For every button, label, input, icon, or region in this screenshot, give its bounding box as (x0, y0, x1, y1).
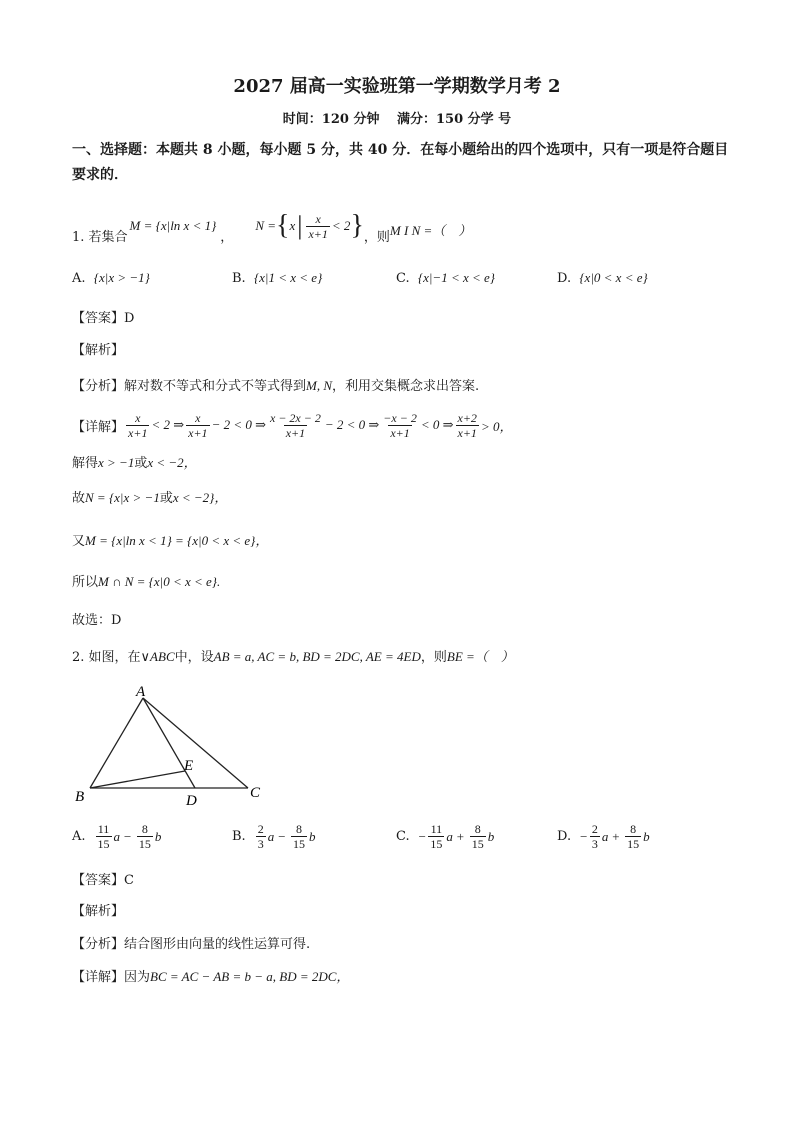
q2-option-a: A. $\frac{11}{15}$ a − $\frac{8}{15}$ b (72, 822, 162, 851)
triangle-figure (70, 680, 280, 810)
segment-be (90, 771, 185, 788)
q2-fenxi: 【分析】结合图形由向量的线性运算可得. (72, 937, 311, 952)
label-c: C (250, 785, 261, 801)
q1-option-c: C. {x|−1 < x < e} (396, 270, 495, 286)
q2-detail: 【详解】因为BC = AC − AB = b − a, BD = 2DC， (72, 969, 350, 985)
q1-option-d: D. {x|0 < x < e} (557, 270, 648, 286)
q1-final-choice: 故选：D (72, 613, 122, 628)
q1-fenxi: 【分析】解对数不等式和分式不等式得到M, N，利用交集概念求出答案. (72, 378, 480, 394)
label-e: E (184, 758, 194, 774)
q1-line-solve: 解得x > −1或x < −2， (72, 455, 197, 471)
q1-line-m: 又M = {x|ln x < 1} = {x|0 < x < e}， (72, 533, 269, 549)
q1-line-intersection: 所以M ∩ N = {x|0 < x < e}. (72, 574, 221, 590)
q1-ask: M I N =（ ） (389, 222, 472, 238)
label-a: A (136, 684, 146, 700)
side-ab (90, 698, 143, 788)
q1-set-m: M = {x|ln x < 1} (129, 218, 217, 233)
q2-answer: 【答案】C (72, 873, 134, 888)
question-1-stem: 1. 若集合 M = {x|ln x < 1} ， N = { x | $\frac{x}{x+1}$ < 2 } ，则 M I N =（ ） (72, 210, 472, 245)
q1-n-lhs: N = (255, 218, 277, 233)
q1-n-fraction: $\frac{x}{x+1}$ (308, 211, 328, 241)
q1-n-rhs: < 2 (331, 218, 351, 233)
exam-info: 时间：120 分钟 满分：150 分学 号 (282, 112, 512, 127)
label-b: B (75, 789, 85, 805)
q1-option-b: B. {x|1 < x < e} (232, 270, 323, 286)
question-2-stem: 2. 如图，在∨ABC中，设AB = a, AC = b, BD = 2DC, AE = 4ED，则BE =（ ） (72, 649, 514, 665)
q1-answer: 【答案】D (72, 311, 135, 326)
q2-option-d: D. − $\frac{2}{3}$ a + $\frac{8}{15}$ b (557, 822, 650, 851)
label-d: D (186, 793, 197, 809)
q1-line-n: 故N = {x|x > −1或x < −2}， (72, 490, 228, 506)
q1-n-var: x (289, 218, 296, 233)
q1-prefix: 1. 若集合 (72, 229, 128, 245)
q1-then: ，则 (363, 229, 390, 245)
page-title: 2027 届高一实验班第一学期数学月考 2 (233, 76, 561, 97)
section-heading: 一、选择题：本题共 8 小题，每小题 5 分，共 40 分．在每小题给出的四个选项中，只有一项是符合题目要求的． (72, 142, 729, 183)
q2-analysis-tag: 【解析】 (72, 904, 125, 919)
q1-analysis-tag: 【解析】 (72, 343, 125, 358)
side-ac (143, 698, 248, 788)
q2-option-c: C. − $\frac{11}{15}$ a + $\frac{8}{15}$ b (396, 822, 495, 851)
q2-option-b: B. $\frac{2}{3}$ a − $\frac{8}{15}$ b (232, 822, 316, 851)
q1-option-a: A. {x|x > −1} (72, 270, 150, 286)
q1-detail: 【详解】 $\frac{x}{x+1}$ < 2 ⇒ $\frac{x}{x+1}$ − 2 < 0 ⇒ $\frac{x - 2x - 2}{x+1}$ − 2 < 0 ⇒ $\frac{-x - 2}{x+1}$ < 0 ⇒ $\frac{x+2}{x+1}$ > 0， (72, 410, 513, 440)
